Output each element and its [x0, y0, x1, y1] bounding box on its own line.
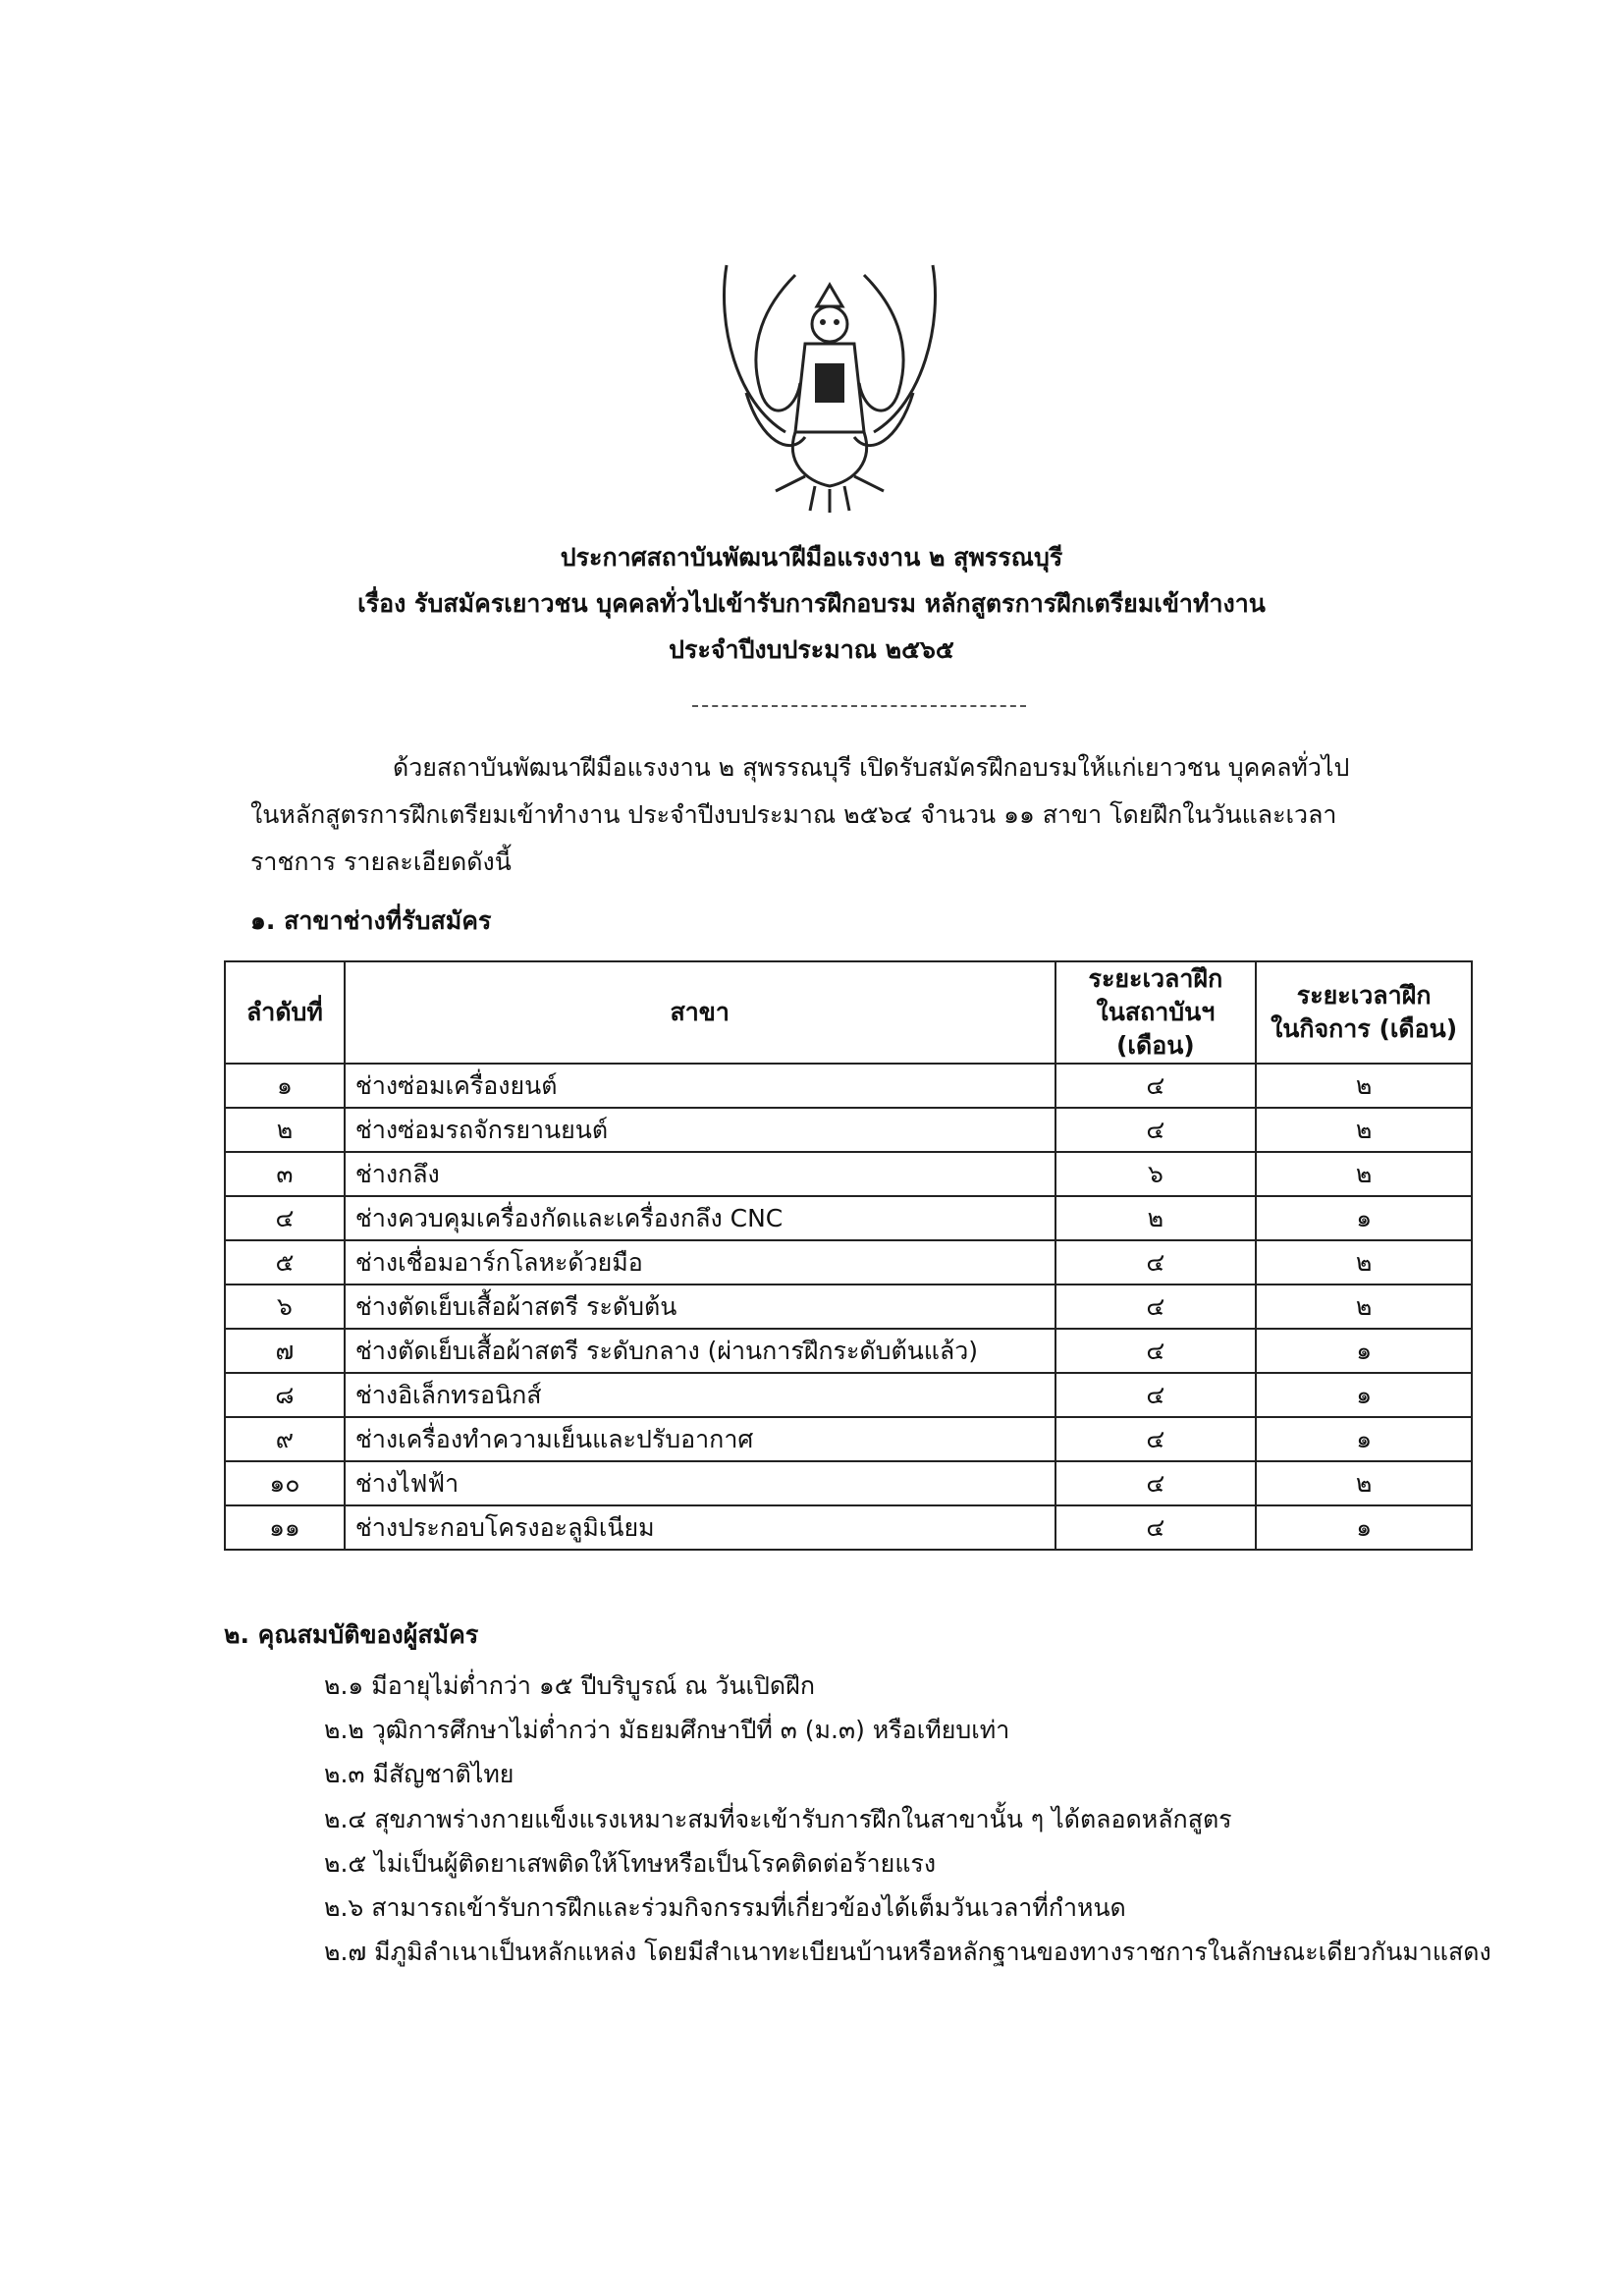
row-ent: ๒	[1256, 1108, 1472, 1152]
row-ent: ๒	[1256, 1285, 1472, 1329]
table-row	[225, 1240, 1472, 1285]
garuda-emblem	[707, 246, 952, 520]
row-branch: ช่างเครื่องทำความเย็นและปรับอากาศ	[345, 1417, 1055, 1461]
header-branch: สาขา	[345, 961, 1055, 1064]
row-inst: ๔	[1055, 1329, 1257, 1373]
row-inst: ๔	[1055, 1417, 1257, 1461]
row-inst: ๔	[1055, 1240, 1257, 1285]
row-branch: ช่างตัดเย็บเสื้อผ้าสตรี ระดับต้น	[345, 1285, 1055, 1329]
header-separator	[692, 705, 1026, 707]
row-no: ๔	[225, 1196, 345, 1240]
intro-line-3: ราชการ รายละเอียดดังนี้	[250, 847, 512, 876]
announcement-fiscal-year: ประจำปีงบประมาณ ๒๕๖๕	[669, 635, 954, 664]
section-2-title: ๒. คุณสมบัติของผู้สมัคร	[224, 1620, 479, 1649]
row-ent: ๑	[1256, 1196, 1472, 1240]
announcement-title: ประกาศสถาบันพัฒนาฝีมือแรงงาน ๒ สุพรรณบุรี	[560, 543, 1063, 572]
row-branch: ช่างไฟฟ้า	[345, 1461, 1055, 1505]
table-row	[225, 1505, 1472, 1550]
row-ent: ๒	[1256, 1064, 1472, 1108]
header-ent-line-1: ระยะเวลาฝึก	[1296, 981, 1432, 1010]
row-no: ๖	[225, 1285, 345, 1329]
row-ent: ๑	[1256, 1329, 1472, 1373]
qualification-item: ๒.๖ สามารถเข้ารับการฝึกและร่วมกิจกรรมที่เกี่ยวข้องได้เต็มวันเวลาที่กำหนด	[324, 1893, 1126, 1922]
row-ent: ๒	[1256, 1152, 1472, 1196]
row-inst: ๔	[1055, 1505, 1257, 1550]
header-inst-line-2: ในสถาบันฯ (เดือน)	[1096, 998, 1216, 1060]
announcement-subject: เรื่อง รับสมัครเยาวชน บุคคลทั่วไปเข้ารับการฝึกอบรม หลักสูตรการฝึกเตรียมเข้าทำงาน	[357, 589, 1266, 618]
row-no: ๑๑	[225, 1505, 345, 1550]
row-ent: ๒	[1256, 1240, 1472, 1285]
row-branch: ช่างควบคุมเครื่องกัดและเครื่องกลึง CNC	[345, 1196, 1055, 1240]
row-ent: ๑	[1256, 1373, 1472, 1417]
table-row	[225, 1108, 1472, 1152]
row-no: ๓	[225, 1152, 345, 1196]
qualification-item: ๒.๑ มีอายุไม่ต่ำกว่า ๑๕ ปีบริบูรณ์ ณ วันเปิดฝึก	[324, 1671, 815, 1700]
row-inst: ๔	[1055, 1461, 1257, 1505]
qualification-item: ๒.๓ มีสัญชาติไทย	[324, 1760, 514, 1788]
branches-table	[224, 960, 1473, 1551]
intro-line-2: ในหลักสูตรการฝึกเตรียมเข้าทำงาน ประจำปีงบประมาณ ๒๕๖๔ จำนวน ๑๑ สาขา โดยฝึกในวันและเวลา	[250, 800, 1337, 829]
qualification-item: ๒.๒ วุฒิการศึกษาไม่ต่ำกว่า มัธยมศึกษาปีที่ ๓ (ม.๓) หรือเทียบเท่า	[324, 1716, 1010, 1744]
header-inst-duration	[1055, 961, 1257, 1064]
row-branch: ช่างซ่อมเครื่องยนต์	[345, 1064, 1055, 1108]
table-header-row	[225, 961, 1472, 1064]
row-inst: ๔	[1055, 1064, 1257, 1108]
row-inst: ๔	[1055, 1285, 1257, 1329]
header-ent-duration	[1256, 961, 1472, 1064]
intro-line-1: ด้วยสถาบันพัฒนาฝีมือแรงงาน ๒ สุพรรณบุรี เปิดรับสมัครฝึกอบรมให้แก่เยาวชน บุคคลทั่วไป	[393, 753, 1350, 782]
qualification-item: ๒.๕ ไม่เป็นผู้ติดยาเสพติดให้โทษหรือเป็นโรคติดต่อร้ายแรง	[324, 1849, 937, 1878]
row-inst: ๔	[1055, 1108, 1257, 1152]
row-no: ๑๐	[225, 1461, 345, 1505]
table-row	[225, 1329, 1472, 1373]
section-1-title: ๑. สาขาช่างที่รับสมัคร	[250, 906, 492, 935]
row-branch: ช่างอิเล็กทรอนิกส์	[345, 1373, 1055, 1417]
row-no: ๕	[225, 1240, 345, 1285]
row-inst: ๖	[1055, 1152, 1257, 1196]
row-branch: ช่างซ่อมรถจักรยานยนต์	[345, 1108, 1055, 1152]
row-ent: ๑	[1256, 1417, 1472, 1461]
table-row	[225, 1373, 1472, 1417]
row-no: ๑	[225, 1064, 345, 1108]
row-no: ๗	[225, 1329, 345, 1373]
qualification-item: ๒.๗ มีภูมิลำเนาเป็นหลักแหล่ง โดยมีสำเนาทะเบียนบ้านหรือหลักฐานของทางราชการในลักษณะเดียวกันมาแสดง	[324, 1938, 1491, 1966]
table-row	[225, 1152, 1472, 1196]
row-inst: ๔	[1055, 1373, 1257, 1417]
table-row	[225, 1064, 1472, 1108]
row-branch: ช่างประกอบโครงอะลูมิเนียม	[345, 1505, 1055, 1550]
qualification-item: ๒.๔ สุขภาพร่างกายแข็งแรงเหมาะสมที่จะเข้ารับการฝึกในสาขานั้น ๆ ได้ตลอดหลักสูตร	[324, 1805, 1232, 1833]
header-no: ลำดับที่	[225, 961, 345, 1064]
row-ent: ๒	[1256, 1461, 1472, 1505]
table-row	[225, 1461, 1472, 1505]
row-no: ๘	[225, 1373, 345, 1417]
row-no: ๙	[225, 1417, 345, 1461]
table-row	[225, 1196, 1472, 1240]
row-branch: ช่างตัดเย็บเสื้อผ้าสตรี ระดับกลาง (ผ่านการฝึกระดับต้นแล้ว)	[345, 1329, 1055, 1373]
row-branch: ช่างกลึง	[345, 1152, 1055, 1196]
table-row	[225, 1285, 1472, 1329]
header-inst-line-1: ระยะเวลาฝึก	[1088, 964, 1223, 993]
row-ent: ๑	[1256, 1505, 1472, 1550]
row-no: ๒	[225, 1108, 345, 1152]
row-inst: ๒	[1055, 1196, 1257, 1240]
row-branch: ช่างเชื่อมอาร์กโลหะด้วยมือ	[345, 1240, 1055, 1285]
table-row	[225, 1417, 1472, 1461]
header-ent-line-2: ในกิจการ (เดือน)	[1271, 1014, 1458, 1043]
